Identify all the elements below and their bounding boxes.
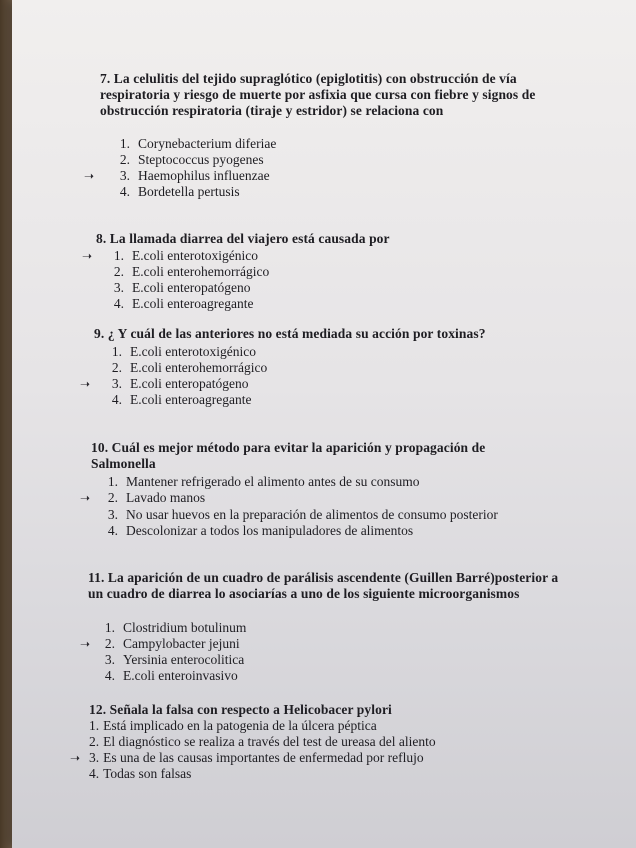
question-9-option-3: 3. E.coli enteropatógeno [111, 376, 249, 391]
question-11-title: 11. La aparición de un cuadro de parálisis ascendente (Guillen Barré)posterior a un cuadro de diarrea lo asociarías a uno de los siguiente microorganismos [88, 570, 559, 601]
answer-arrow-icon: ➝ [70, 751, 81, 765]
question-8-option-1: 1. E.coli enterotoxigénico [113, 248, 258, 263]
question-7-option-4: 4. Bordetella pertusis [119, 184, 240, 199]
question-10-title: 10. Cuál es mejor método para evitar la aparición y propagación de Salmonella [91, 440, 486, 471]
question-9-option-4: 4. E.coli enteroagregante [111, 392, 252, 407]
answer-arrow-icon: ➝ [80, 377, 91, 391]
question-7-option-3: 3. Haemophilus influenzae [119, 168, 270, 183]
question-12-option-1: 1. Está implicado en la patogenia de la úlcera péptica [89, 718, 377, 733]
question-7-option-2: 2. Steptococcus pyogenes [119, 152, 264, 167]
question-10-option-4: 4. Descolonizar a todos los manipuladores de alimentos [107, 523, 414, 538]
question-7-option-1: 1. Corynebacterium diferiae [119, 136, 277, 151]
question-12-option-2: 2. El diagnóstico se realiza a través del test de ureasa del aliento [89, 734, 436, 749]
question-10-option-3: 3. No usar huevos en la preparación de alimentos de consumo posterior [107, 507, 498, 522]
question-10-option-2: 2. Lavado manos [107, 490, 206, 505]
question-8-option-2: 2. E.coli enterohemorrágico [113, 264, 270, 279]
question-9-title: 9. ¿ Y cuál de las anteriores no está mediada su acción por toxinas? [94, 326, 486, 341]
question-11-option-4: 4. E.coli enteroinvasivo [104, 668, 238, 683]
question-9-option-2: 2. E.coli enterohemorrágico [111, 360, 268, 375]
question-11-option-1: 1. Clostridium botulinum [104, 620, 247, 635]
question-11-option-2: 2. Campylobacter jejuni [104, 636, 240, 651]
answer-arrow-icon: ➝ [80, 491, 91, 505]
question-12-title: 12. Señala la falsa con respecto a Helicobacer pylori [89, 702, 392, 717]
question-12-option-3: 3. Es una de las causas importantes de enfermedad por reflujo [89, 750, 424, 765]
question-7-title: 7. La celulitis del tejido supraglótico (epiglotitis) con obstrucción de vía respiratoria y riesgo de muerte por asfixia que cursa con fiebre y signos de obstrucción respiratoria (tiraje y estridor) se relaciona con [100, 71, 536, 118]
question-8-option-3: 3. E.coli enteropatógeno [113, 280, 251, 295]
question-11-option-3: 3. Yersinia enterocolitica [104, 652, 245, 667]
answer-arrow-icon: ➝ [82, 249, 93, 263]
question-8-option-4: 4. E.coli enteroagregante [113, 296, 254, 311]
question-9-option-1: 1. E.coli enterotoxigénico [111, 344, 256, 359]
question-8-title: 8. La llamada diarrea del viajero está causada por [96, 231, 390, 246]
question-10-option-1: 1. Mantener refrigerado el alimento antes de su consumo [107, 474, 420, 489]
answer-arrow-icon: ➝ [84, 169, 95, 183]
answer-arrow-icon: ➝ [80, 637, 91, 651]
question-12-option-4: 4. Todas son falsas [89, 766, 192, 781]
